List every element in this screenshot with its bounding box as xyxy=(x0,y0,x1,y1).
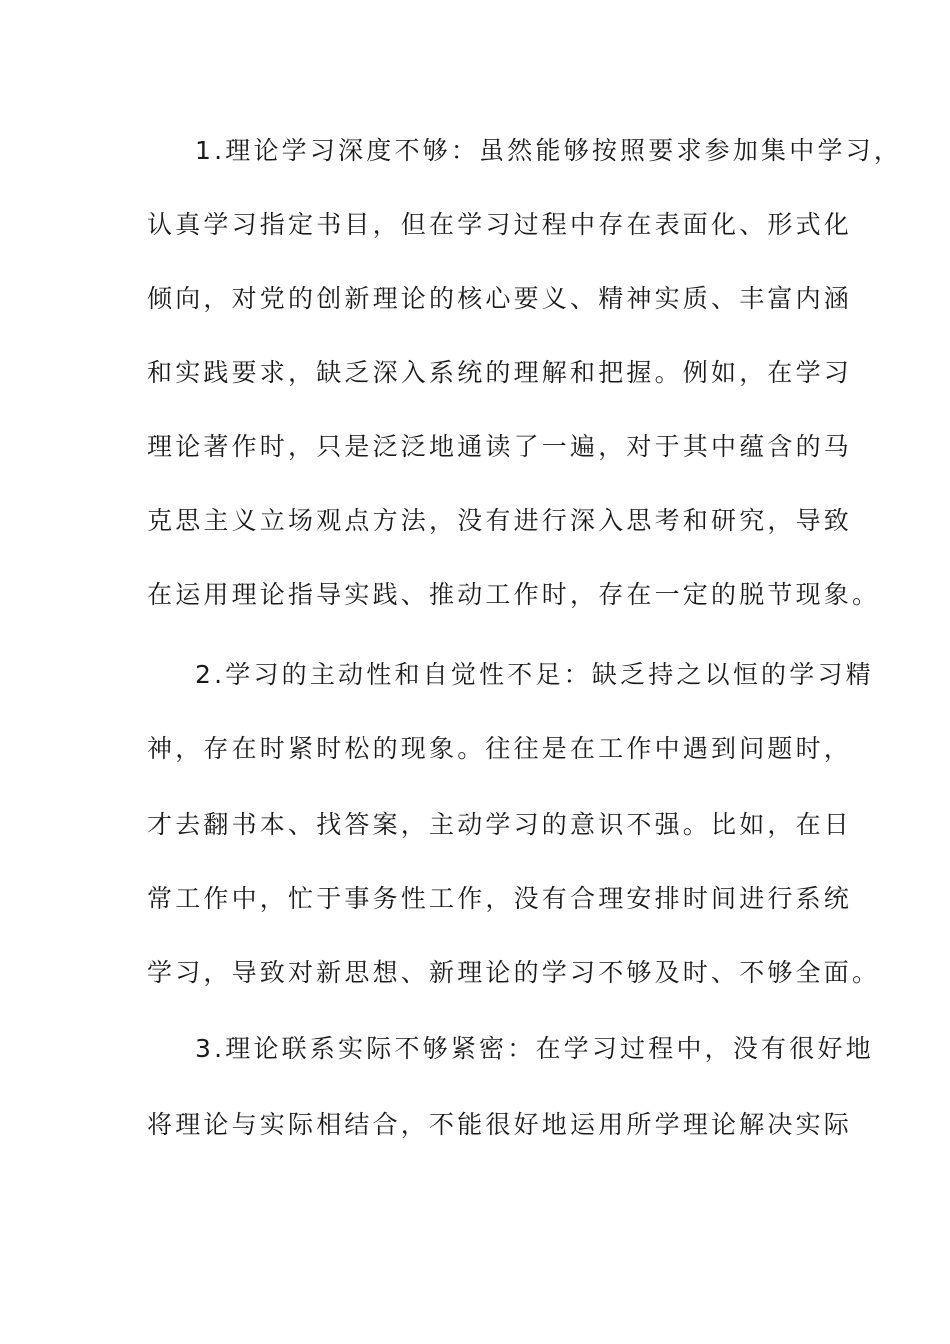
paragraph-2-line-1: 2.学习的主动性和自觉性不足：缺乏持之以恒的学习精 xyxy=(195,660,874,689)
paragraph-3-line-2: 将理论与实际相结合，不能很好地运用所学理论解决实际 xyxy=(147,1110,853,1139)
paragraph-2-line-2: 神，存在时紧时松的现象。往往是在工作中遇到问题时， xyxy=(147,734,853,763)
paragraph-1-line-7: 在运用理论指导实践、推动工作时，存在一定的脱节现象。 xyxy=(147,580,881,609)
paragraph-1-line-6: 克思主义立场观点方法，没有进行深入思考和研究，导致 xyxy=(147,506,853,535)
paragraph-1-line-3: 倾向，对党的创新理论的核心要义、精神实质、丰富内涵 xyxy=(147,284,853,313)
paragraph-3-line-1: 3.理论联系实际不够紧密：在学习过程中，没有很好地 xyxy=(195,1034,874,1063)
paragraph-1-line-1: 1.理论学习深度不够：虽然能够按照要求参加集中学习， xyxy=(195,136,903,165)
paragraph-2-line-5: 学习，导致对新思想、新理论的学习不够及时、不够全面。 xyxy=(147,958,881,987)
paragraph-1-line-5: 理论著作时，只是泛泛地通读了一遍，对于其中蕴含的马 xyxy=(147,432,853,461)
paragraph-1-line-4: 和实践要求，缺乏深入系统的理解和把握。例如，在学习 xyxy=(147,358,853,387)
paragraph-2-line-3: 才去翻书本、找答案，主动学习的意识不强。比如，在日 xyxy=(147,810,853,839)
paragraph-2-line-4: 常工作中，忙于事务性工作，没有合理安排时间进行系统 xyxy=(147,884,853,913)
paragraph-1-line-2: 认真学习指定书目，但在学习过程中存在表面化、形式化 xyxy=(147,210,853,239)
